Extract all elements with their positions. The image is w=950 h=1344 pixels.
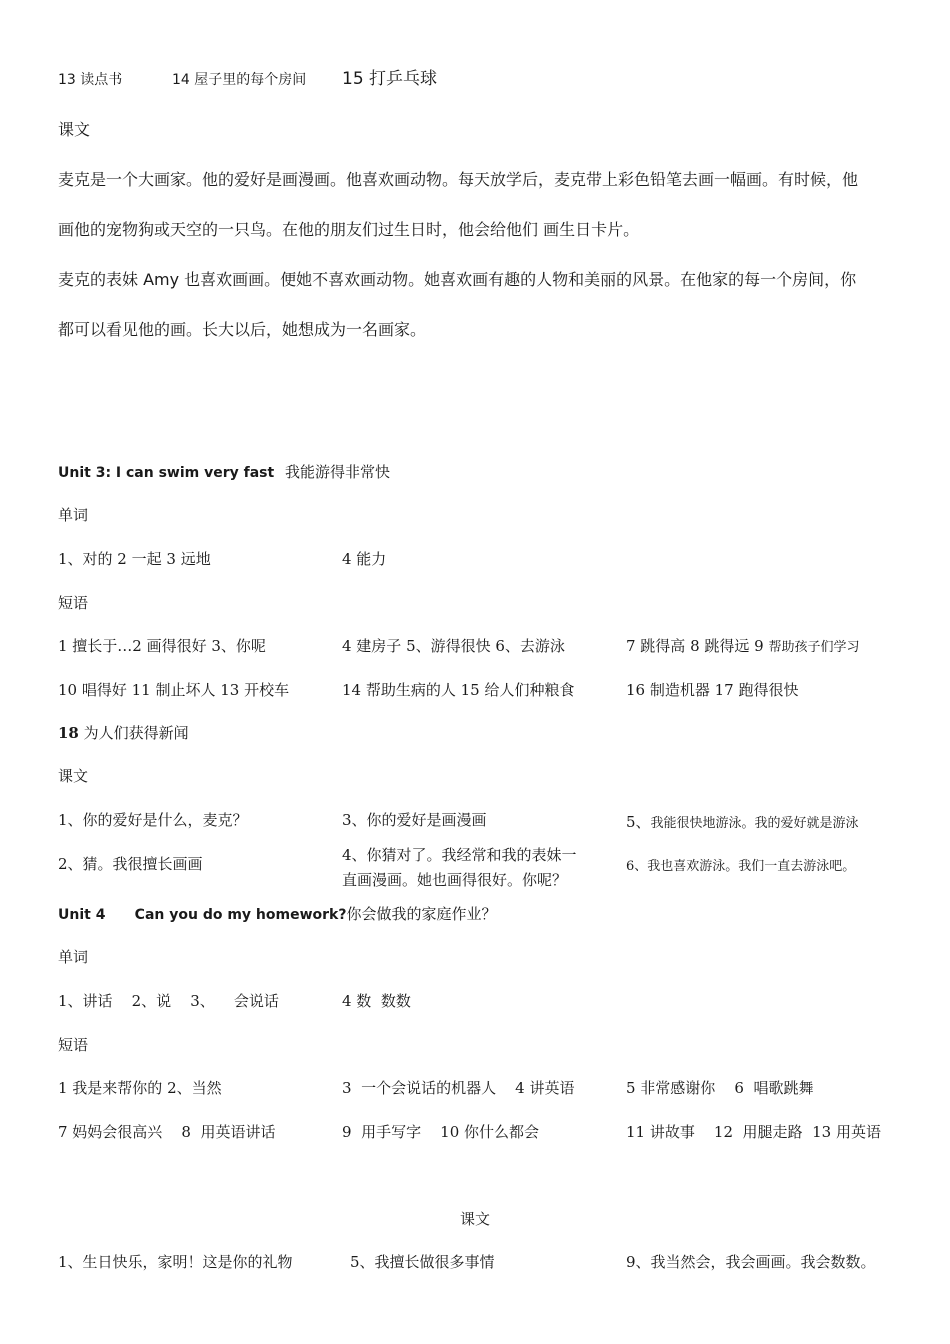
unit4-title-cn: 你会做我的家庭作业？	[346, 905, 497, 923]
phrase-number: 18	[58, 724, 79, 742]
phrase-13: 13 读点书	[58, 72, 123, 88]
dialogue-line: 5、我擅长做很多事情	[350, 1253, 495, 1271]
unit4-title-en: Unit 4 Can you do my homework?	[58, 907, 347, 923]
text-heading: 课文	[460, 1210, 491, 1228]
dialogue-line: 9、我当然会，我会画画。我会数数。	[626, 1253, 876, 1271]
unit3-title	[58, 462, 390, 483]
words-heading: 单词	[58, 948, 89, 966]
word-list: 4 能力	[342, 550, 387, 568]
phrase-15: 15 打乒乓球	[342, 69, 438, 89]
phrase-list	[626, 636, 860, 658]
phrases-heading: 短语	[58, 594, 89, 612]
paragraph-line: 都可以看见他的画。长大以后，她想成为一名画家。	[58, 320, 427, 339]
phrase-list-part: 帮助孩子们学习	[768, 640, 860, 655]
dialogue-line: 4、你猜对了。我经常和我的表妹一	[342, 846, 577, 864]
phrase-list: 14 帮助生病的人 15 给人们种粮食	[342, 681, 575, 699]
text-heading: 课文	[58, 120, 91, 139]
phrase-list: 1 我是来帮你的 2、当然	[58, 1079, 222, 1097]
paragraph-line: 画他的宠物狗或天空的一只鸟。在他的朋友们过生日时，他会给他们 画生日卡片。	[58, 220, 640, 239]
dialogue-line: 3、你的爱好是画漫画	[342, 811, 487, 829]
phrase-list: 7 妈妈会很高兴 8 用英语讲话	[58, 1123, 276, 1141]
phrase-list: 4 建房子 5、游得很快 6、去游泳	[342, 637, 565, 655]
dialogue-line: 2、猜。我很擅长画画	[58, 855, 203, 873]
phrase-list	[58, 723, 189, 743]
phrase-list: 1 擅长于…2 画得很好 3、你呢	[58, 637, 266, 655]
word-list: 4 数 数数	[342, 992, 411, 1010]
unit4-title	[58, 904, 497, 925]
word-list: 1、讲话 2、说 3、 会说话	[58, 992, 279, 1010]
dialogue-line: 1、生日快乐，家明！这是你的礼物	[58, 1253, 293, 1271]
dialogue-text: 我能很快地游泳。我的爱好就是游泳	[650, 816, 859, 831]
phrase-list-part: 7 跳得高 8 跳得远 9	[626, 637, 769, 655]
phrase-list: 5 非常感谢你 6 唱歌跳舞	[626, 1079, 814, 1097]
unit3-title-cn: 我能游得非常快	[284, 463, 390, 481]
dialogue-line	[626, 812, 859, 834]
paragraph-line: 麦克是一个大画家。他的爱好是画漫画。他喜欢画动物。每天放学后，麦克带上彩色铅笔去画一幅画。有时候，他	[58, 170, 859, 189]
words-heading: 单词	[58, 506, 89, 524]
dialogue-line: 1、你的爱好是什么，麦克？	[58, 811, 248, 829]
phrases-heading: 短语	[58, 1036, 89, 1054]
dialogue-line: 6、我也喜欢游泳。我们一直去游泳吧。	[626, 859, 856, 874]
phrase-text: 为人们获得新闻	[78, 724, 189, 742]
phrase-list: 9 用手写字 10 你什么都会	[342, 1123, 540, 1141]
dialogue-number: 5、	[626, 813, 651, 831]
word-list: 1、对的 2 一起 3 远地	[58, 550, 211, 568]
phrase-list: 3 一个会说话的机器人 4 讲英语	[342, 1079, 575, 1097]
phrase-14: 14 屋子里的每个房间	[172, 72, 307, 88]
text-heading: 课文	[58, 767, 89, 785]
phrase-list: 11 讲故事 12 用腿走路 13 用英语	[626, 1123, 881, 1141]
unit3-title-en: Unit 3: I can swim very fast	[58, 465, 275, 481]
paragraph-line: 麦克的表妹 Amy 也喜欢画画。便她不喜欢画动物。她喜欢画有趣的人物和美丽的风景。在他家的每一个房间，你	[58, 270, 857, 289]
dialogue-line: 直画漫画。她也画得很好。你呢？	[342, 871, 568, 889]
phrase-list: 16 制造机器 17 跑得很快	[626, 681, 799, 699]
phrase-list: 10 唱得好 11 制止坏人 13 开校车	[58, 681, 290, 699]
